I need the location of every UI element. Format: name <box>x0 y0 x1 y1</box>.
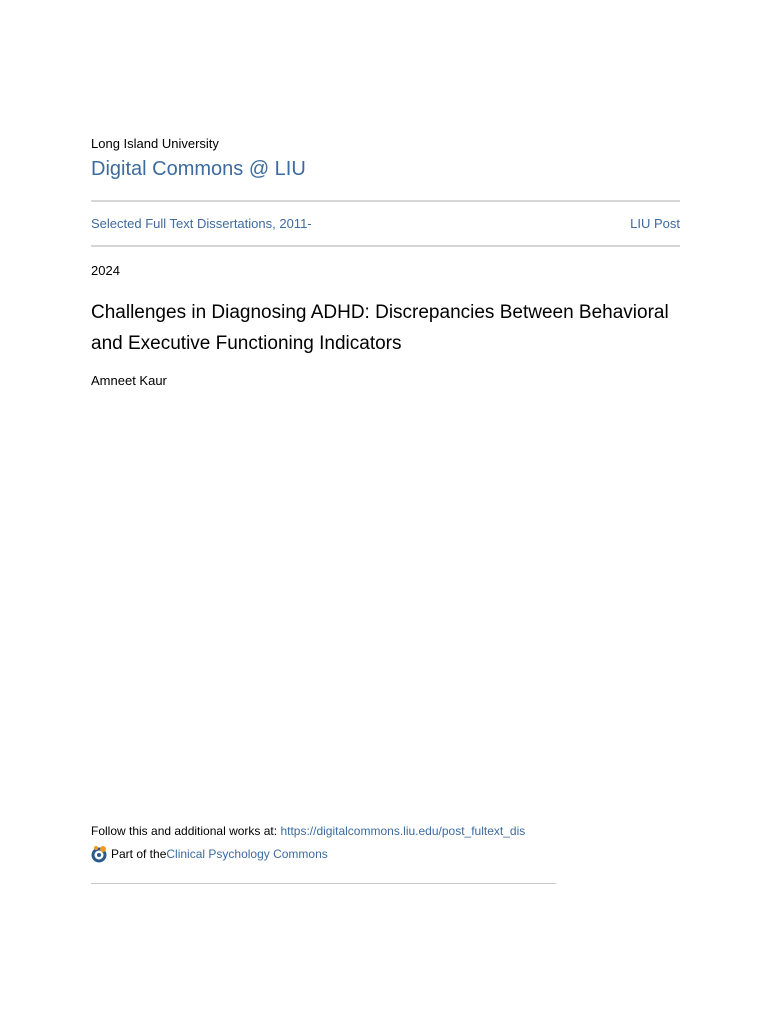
network-icon <box>91 845 109 863</box>
cover-page <box>91 0 680 1024</box>
campus-link[interactable]: LIU Post <box>630 216 680 231</box>
follow-link[interactable]: https://digitalcommons.liu.edu/post_fultext_dis <box>280 824 526 838</box>
commons-link[interactable]: Clinical Psychology Commons <box>166 847 328 861</box>
part-of-line <box>91 845 328 863</box>
follow-prefix: Follow this and additional works at: <box>91 824 281 838</box>
author-name: Amneet Kaur <box>91 373 167 388</box>
follow-line <box>91 824 525 838</box>
series-row <box>91 216 680 231</box>
collection-link[interactable]: Selected Full Text Dissertations, 2011- <box>91 216 312 231</box>
divider-top <box>91 200 680 202</box>
document-title: Challenges in Diagnosing ADHD: Discrepancies Between Behavioral and Executive Functioning Indicators <box>91 302 669 354</box>
repository-link[interactable]: Digital Commons @ LIU <box>91 158 306 180</box>
divider-bottom <box>91 245 680 247</box>
footer-divider <box>91 883 556 884</box>
part-of-prefix: Part of the <box>111 847 167 861</box>
publication-year: 2024 <box>91 263 120 278</box>
institution-name: Long Island University <box>91 136 219 151</box>
